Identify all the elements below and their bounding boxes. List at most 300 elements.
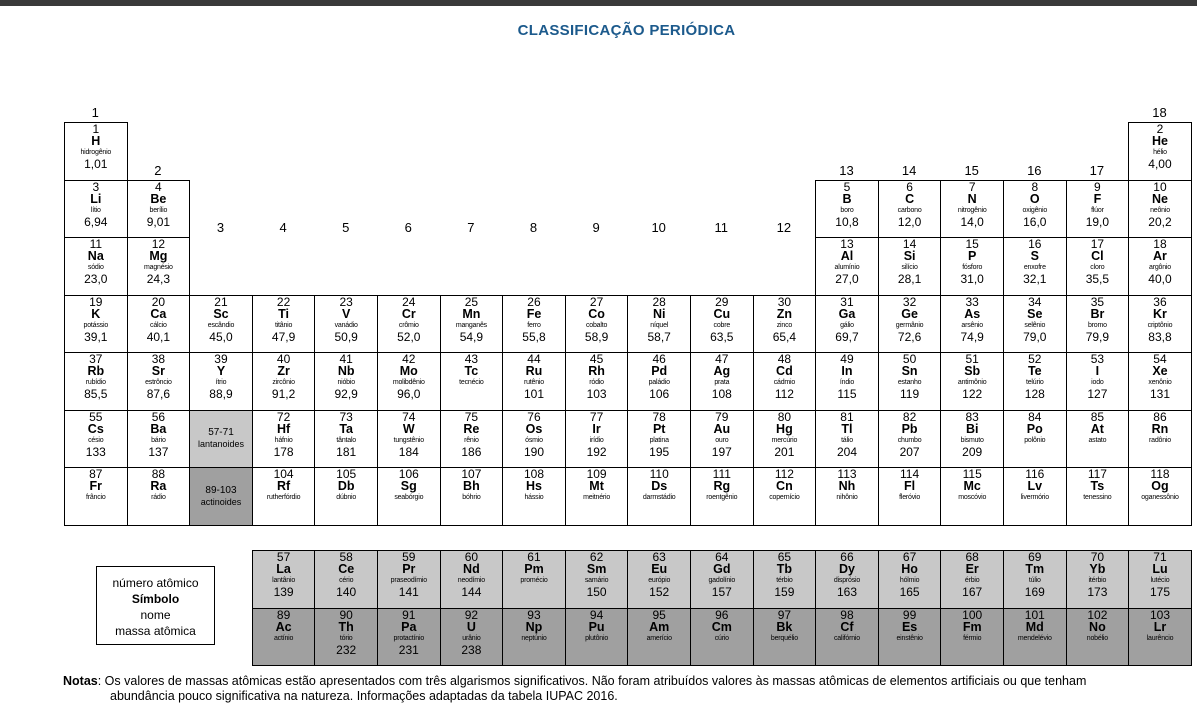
element-symbol: In [841,364,853,378]
atomic-mass: 58,7 [647,329,671,344]
atomic-mass: 190 [523,444,544,459]
atomic-number: 93 [527,607,541,622]
element-cell-rh [565,352,629,411]
element-symbol: Mg [149,249,168,263]
element-cell-u [440,608,504,667]
atomic-number: 13 [840,237,854,251]
element-symbol: S [1030,249,1039,263]
atomic-mass: 195 [649,444,670,459]
atomic-number: 17 [1090,237,1105,251]
element-name: nobélio [1086,634,1108,642]
element-cell-pr [377,550,441,609]
top-bar [0,0,1197,6]
atomic-mass: 47,9 [271,329,296,344]
atomic-number: 57 [276,550,291,564]
element-name: potássio [83,321,109,329]
element-cell-sn [878,352,942,411]
atomic-number: 37 [89,352,103,366]
element-name: irídio [589,436,604,444]
element-name: carbono [897,206,922,214]
element-symbol: Tc [464,364,479,378]
element-symbol: Pr [402,562,416,576]
atomic-number: 4 [155,179,162,194]
group-number: 3 [216,220,225,235]
element-symbol: Mo [399,364,418,378]
atomic-number: 40 [276,352,291,366]
group-number: 4 [279,220,287,235]
element-symbol: Ru [525,364,543,378]
element-symbol: Pa [401,619,417,634]
element-symbol: Ne [1151,191,1168,206]
atomic-mass: 10,8 [835,214,859,229]
atomic-number: 92 [464,607,479,622]
element-name: nitrogênio [957,206,987,214]
atomic-number: 21 [214,294,228,309]
atomic-number: 89 [276,607,291,622]
atomic-mass: 184 [398,444,419,459]
element-name: rubídio [85,379,106,386]
element-name: rádio [151,494,166,501]
element-name: hássio [524,494,544,501]
element-name: tálio [841,436,853,444]
element-symbol: Se [1027,306,1043,321]
group-number: 11 [714,220,729,235]
atomic-number: 15 [965,237,979,251]
element-symbol: K [91,306,101,321]
element-name: férmio [963,634,982,642]
element-name: chumbo [897,436,922,444]
element-symbol: Eu [651,562,668,576]
element-symbol: Br [1090,306,1105,321]
element-name: berílio [149,206,168,214]
element-symbol: Pd [651,364,668,378]
element-cell-pt [627,410,691,469]
actinoid-reference-range: 89-103 [205,484,237,496]
atomic-mass: 192 [586,444,607,459]
atomic-mass: 144 [461,585,482,599]
atomic-number: 34 [1028,294,1042,309]
element-cell-o [1003,180,1067,239]
atomic-number: 55 [89,409,103,424]
element-cell-he [1128,122,1192,181]
element-symbol: Nh [838,479,856,493]
atomic-mass: 175 [1149,585,1170,599]
element-symbol: Hg [776,421,793,436]
atomic-number: 69 [1028,550,1042,564]
element-cell-f [1066,180,1130,239]
atomic-number: 9 [1094,179,1101,194]
atomic-mass: 108 [711,387,732,401]
element-cell-in [815,352,879,411]
legend-key [96,566,215,645]
atomic-number: 41 [339,352,353,366]
element-name: prata [714,379,730,386]
atomic-mass: 72,6 [897,329,922,344]
element-symbol: Zr [277,364,290,378]
element-cell-yb [1066,550,1130,609]
atomic-mass: 23,0 [84,272,108,286]
atomic-number: 63 [652,550,666,564]
element-cell-pa [377,608,441,667]
atomic-number: 66 [840,550,854,564]
element-name: vanádio [334,321,358,329]
element-name: escândio [207,321,235,329]
element-name: actínio [273,634,294,642]
element-cell-kr [1128,295,1192,354]
element-name: itérbio [1088,577,1107,584]
atomic-mass: 85,5 [84,387,108,401]
atomic-number: 105 [336,467,357,481]
element-name: disprósio [833,577,861,584]
element-symbol: Fm [962,619,982,634]
atomic-number: 70 [1090,550,1105,564]
element-symbol: La [276,562,291,576]
atomic-number: 78 [652,409,666,424]
atomic-mass: 204 [836,444,857,459]
lanthanoid-reference [189,410,253,469]
atomic-number: 60 [464,550,479,564]
element-symbol: He [1151,134,1168,148]
atomic-number: 106 [398,467,419,481]
element-name: neodímio [457,577,485,584]
atomic-number: 81 [840,409,854,424]
atomic-mass: 163 [836,585,857,599]
element-symbol: B [842,191,852,206]
atomic-number: 27 [589,294,604,309]
element-symbol: Cd [776,364,793,378]
element-name: ítrio [215,379,227,386]
atomic-number: 97 [777,607,792,622]
element-name: níquel [650,321,669,329]
element-cell-eu [627,550,691,609]
atomic-number: 36 [1153,294,1167,309]
element-symbol: Fe [526,306,542,321]
atomic-mass: 169 [1024,585,1045,599]
element-name: ósmio [525,436,543,444]
atomic-mass: 28,1 [897,272,922,286]
atomic-number: 116 [1025,467,1045,481]
atomic-number: 11 [89,237,103,251]
element-cell-er [940,550,1004,609]
element-cell-mn [440,295,504,354]
element-name: meitnério [583,494,611,501]
atomic-number: 76 [527,409,541,424]
atomic-number: 109 [586,467,607,481]
element-cell-lv [1003,467,1067,526]
element-name: fleróvio [899,494,921,501]
atomic-number: 8 [1031,179,1039,194]
atomic-number: 77 [589,409,604,424]
atomic-number: 3 [92,179,100,194]
element-cell-zr [252,352,316,411]
element-symbol: Te [1027,364,1042,378]
element-cell-xe [1128,352,1192,411]
element-symbol: Nd [463,562,480,576]
element-symbol: Hf [276,421,291,436]
atomic-mass: 207 [899,444,920,459]
element-symbol: Os [525,421,543,436]
atomic-number: 58 [339,550,353,564]
atomic-number: 33 [965,294,979,309]
atomic-number: 46 [652,352,666,366]
element-name: xenônio [1148,379,1172,386]
element-name: térbio [776,577,793,584]
element-name: praseodímio [390,577,427,584]
atomic-mass: 6,94 [84,214,108,229]
element-cell-ce [314,550,378,609]
atomic-mass: 173 [1087,585,1108,599]
element-symbol: Bi [965,421,979,436]
atomic-number: 118 [1150,467,1170,481]
element-symbol: Cm [711,619,732,634]
element-cell-gd [690,550,754,609]
group-number: 6 [404,220,412,235]
element-cell-tc [440,352,504,411]
element-symbol: Ga [838,306,856,321]
element-symbol: Rn [1151,421,1169,436]
group-number: 18 [1152,105,1167,120]
atomic-number: 96 [715,607,729,622]
element-name: rutherfórdio [266,494,301,501]
element-cell-ti [252,295,316,354]
atomic-number: 25 [464,294,479,309]
atomic-number: 52 [1028,352,1042,366]
element-cell-ni [627,295,691,354]
element-cell-th [314,608,378,667]
element-name: mendelévio [1017,634,1052,642]
atomic-mass: 1,01 [84,157,108,171]
actinoid-reference-label: actinoides [200,496,242,507]
atomic-mass: 24,3 [146,272,171,286]
element-name: frâncio [85,494,106,501]
element-name: bário [151,436,166,444]
element-name: molibdênio [392,379,425,386]
element-cell-ra [127,467,191,526]
element-symbol: I [1095,364,1100,378]
atomic-number: 67 [902,550,917,564]
element-symbol: Sm [586,562,607,576]
element-symbol: Es [901,619,918,634]
atomic-number: 98 [840,607,854,622]
element-symbol: Tm [1025,562,1045,576]
element-cell-mo [377,352,441,411]
element-name: magnésio [144,264,173,271]
atomic-mass: 181 [336,444,357,459]
atomic-number: 61 [527,550,541,564]
element-cell-mc [940,467,1004,526]
element-name: hélio [1153,149,1167,156]
atomic-mass: 65,4 [772,329,797,344]
element-cell-mt [565,467,629,526]
element-name: alumínio [834,264,860,271]
element-symbol: H [91,134,101,148]
atomic-number: 12 [151,237,166,251]
atomic-mass: 159 [774,585,795,599]
element-symbol: Ce [338,562,355,576]
element-cell-fr [64,467,128,526]
element-name: moscóvio [958,494,987,501]
element-name: platina [649,436,669,444]
element-symbol: Sc [213,306,229,321]
element-symbol: Rf [276,479,291,493]
atomic-number: 2 [1156,122,1164,136]
element-cell-se [1003,295,1067,354]
atomic-mass: 50,9 [334,329,358,344]
atomic-mass: 231 [398,642,419,657]
atomic-mass: 32,1 [1023,272,1047,286]
atomic-number: 28 [652,294,666,309]
element-symbol: Sn [901,364,918,378]
atomic-number: 7 [968,179,976,194]
element-cell-ta [314,410,378,469]
atomic-number: 20 [151,294,166,309]
element-cell-bh [440,467,504,526]
element-cell-la [252,550,316,609]
element-name: cério [339,577,354,584]
atomic-mass: 52,0 [397,329,421,344]
atomic-mass: 40,0 [1148,272,1172,286]
element-name: tório [339,634,353,642]
atomic-mass: 167 [962,585,983,599]
element-cell-mg [127,237,191,296]
element-cell-b [815,180,879,239]
element-cell-sb [940,352,1004,411]
element-cell-ge [878,295,942,354]
element-name: astato [1088,436,1107,444]
element-symbol: Co [588,306,605,321]
element-name: cúrio [714,634,729,642]
atomic-mass: 103 [586,387,607,401]
atomic-number: 115 [962,467,982,481]
element-cell-h [64,122,128,181]
element-cell-au [690,410,754,469]
atomic-number: 83 [965,409,979,424]
atomic-number: 114 [900,467,920,481]
element-cell-cr [377,295,441,354]
atomic-number: 68 [965,550,979,564]
element-symbol: Am [649,619,670,634]
element-cell-pm [502,550,566,609]
element-cell-hg [753,410,817,469]
group-number: 5 [342,220,350,235]
element-cell-i [1066,352,1130,411]
element-name: cloro [1090,264,1105,271]
element-symbol: Np [525,619,543,634]
atomic-mass: 9,01 [146,214,171,229]
atomic-mass: 88,9 [209,387,233,401]
legend-symbol: Símbolo [131,592,180,606]
atomic-mass: 20,2 [1148,214,1172,229]
element-name: enxofre [1023,264,1046,271]
element-cell-lr [1128,608,1192,667]
element-symbol: Db [337,479,355,493]
atomic-number: 59 [402,550,416,564]
element-symbol: Si [903,249,916,263]
element-name: tungstênio [393,436,424,444]
element-name: fósforo [962,264,983,271]
element-symbol: Rb [87,364,105,378]
element-cell-fm [940,608,1004,667]
element-cell-nd [440,550,504,609]
element-symbol: Cu [713,306,731,321]
atomic-mass: 19,0 [1085,214,1110,229]
group-number: 13 [839,162,854,178]
atomic-number: 50 [902,352,917,366]
element-symbol: Ti [278,306,290,321]
atomic-mass: 106 [649,387,670,401]
atomic-mass: 119 [900,387,920,401]
group-number: 10 [651,220,666,235]
element-name: bromo [1087,321,1107,329]
element-name: rênio [464,436,479,444]
element-cell-ag [690,352,754,411]
atomic-number: 74 [402,409,416,424]
element-symbol: Na [87,249,104,263]
element-name: polônio [1024,436,1046,444]
element-cell-cs [64,410,128,469]
atomic-number: 31 [840,294,854,309]
group-number: 12 [776,220,792,235]
group-number: 14 [901,162,917,178]
element-cell-cf [815,608,879,667]
atomic-number: 104 [273,467,294,481]
element-cell-ds [627,467,691,526]
group-number: 8 [529,220,538,235]
element-symbol: N [967,191,977,206]
element-symbol: P [968,249,977,263]
element-symbol: Bk [776,619,793,634]
atomic-mass: 83,8 [1148,329,1172,344]
atomic-number: 1 [92,122,100,136]
element-name: tântalo [336,436,356,444]
element-cell-br [1066,295,1130,354]
element-name: lutécio [1150,577,1170,584]
element-symbol: Pu [588,619,605,634]
atomic-mass: 133 [85,444,106,459]
element-name: oganessônio [1141,494,1179,501]
element-cell-p [940,237,1004,296]
element-name: antimônio [957,379,987,386]
element-name: boro [840,206,854,214]
element-symbol: Yb [1089,562,1106,576]
group-number: 2 [154,162,162,178]
atomic-mass: 101 [523,387,544,401]
element-name: cádmio [773,379,796,386]
atomic-mass: 69,7 [835,329,859,344]
element-symbol: Hs [525,479,542,493]
atomic-number: 47 [715,352,729,366]
element-symbol: Re [463,421,480,436]
element-name: lítio [90,206,101,214]
atomic-number: 65 [777,550,792,564]
element-name: promécio [520,577,548,584]
element-symbol: At [1090,421,1104,436]
atomic-mass: 186 [461,444,482,459]
element-name: zinco [776,321,793,329]
atomic-mass: 128 [1024,387,1045,401]
atomic-number: 113 [837,467,857,481]
element-symbol: Fr [89,479,103,493]
atomic-mass: 31,0 [960,272,984,286]
atomic-number: 102 [1087,607,1108,622]
element-name: bóhrio [462,494,481,501]
element-symbol: Be [150,191,167,206]
element-name: rutênio [523,379,544,386]
element-cell-ca [127,295,191,354]
element-cell-as [940,295,1004,354]
element-symbol: Mt [589,479,604,493]
element-cell-es [878,608,942,667]
